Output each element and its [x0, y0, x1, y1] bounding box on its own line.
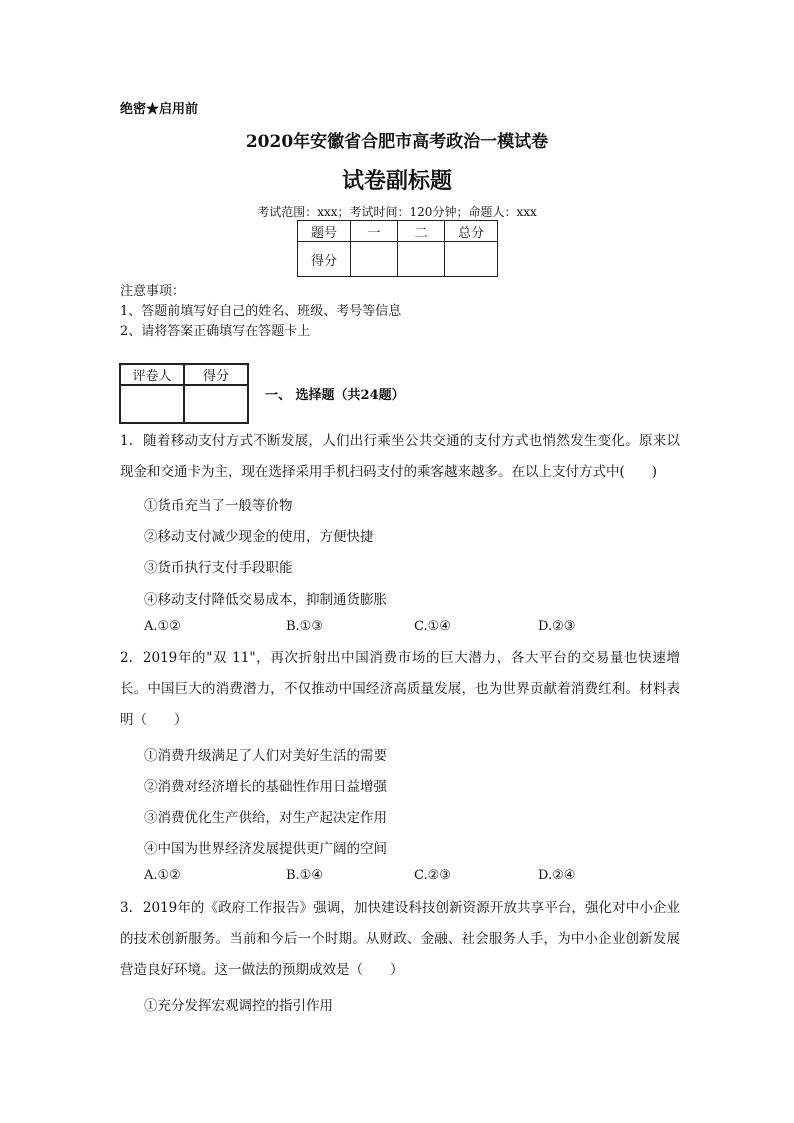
question-option: ④中国为世界经济发展提供更广阔的空间: [144, 841, 387, 857]
score-header-cell: 二: [398, 221, 445, 242]
score-table: [297, 220, 498, 277]
answer-choice: D.②③: [538, 619, 576, 634]
notes-item: 2、请将答案正确填写在答题卡上: [120, 324, 311, 339]
score-header-cell: 题号: [298, 221, 351, 242]
answer-choice: C.②③: [414, 868, 451, 883]
question-number: 2.: [120, 650, 133, 666]
grader-table: [119, 363, 249, 424]
answer-choice: C.①④: [414, 619, 451, 634]
exam-title: 2020年安徽省合肥市高考政治一模试卷: [245, 132, 549, 152]
answer-choice: A.①②: [144, 868, 181, 883]
score-cell: [445, 242, 498, 277]
notes-heading: 注意事项：: [120, 284, 186, 299]
question-option: ④移动支付降低交易成本，抑制通货膨胀: [144, 592, 387, 608]
question-option: ③消费优化生产供给，对生产起决定作用: [144, 810, 387, 826]
score-header-cell: 一: [351, 221, 398, 242]
grader-header-cell: 得分: [184, 364, 248, 385]
exam-subtitle: 试卷副标题: [341, 168, 452, 194]
score-cell: [351, 242, 398, 277]
question-option: ②移动支付减少现金的使用，方便快捷: [144, 529, 374, 545]
question-option: ②消费对经济增长的基础性作用日益增强: [144, 779, 387, 795]
question-3: [120, 893, 680, 986]
grader-cell: [120, 385, 184, 423]
question-option: ①货币充当了一般等价物: [144, 498, 293, 514]
question-option: ③货币执行支付手段职能: [144, 560, 293, 576]
score-cell: [398, 242, 445, 277]
answer-choice: D.②④: [538, 868, 576, 883]
question-2: [120, 643, 680, 736]
question-option: ①充分发挥宏观调控的指引作用: [144, 998, 333, 1014]
question-text: 2019年的《政府工作报告》强调，加快建设科技创新资源开放共享平台，强化对中小企业的技术创新服务。当前和今后一个时期。从财政、金融、社会服务人手，为中小企业创新发展营造良好环境。这一做法的预期成效是（ ）: [120, 900, 680, 978]
section-title: 一、 选择题（共24题）: [265, 388, 405, 403]
confidential-label: 绝密★启用前: [120, 102, 199, 117]
question-text: 2019年的"双 11"，再次折射出中国消费市场的巨大潜力，各大平台的交易量也快速增长。中国巨大的消费潜力，不仅推动中国经济高质量发展，也为世界贡献着消费红利。材料表明（ ）: [120, 650, 680, 728]
answer-choice: B.①③: [286, 619, 323, 634]
grader-header-cell: 评卷人: [120, 364, 184, 385]
question-text: 随着移动支付方式不断发展，人们出行乘坐公共交通的支付方式也悄然发生变化。原来以现金和交通卡为主，现在选择采用手机扫码支付的乘客越来越多。在以上支付方式中( ): [120, 433, 680, 480]
question-number: 3.: [120, 900, 133, 916]
notes: [120, 282, 401, 342]
score-row-label: 得分: [298, 242, 351, 277]
answer-choice: A.①②: [144, 619, 181, 634]
answer-choice: B.①④: [286, 868, 323, 883]
notes-item: 1、答题前填写好自己的姓名、班级、考号等信息: [120, 304, 402, 319]
grader-cell: [184, 385, 248, 423]
question-option: ①消费升级满足了人们对美好生活的需要: [144, 748, 387, 764]
question-number: 1.: [120, 433, 133, 449]
question-1: [120, 426, 680, 488]
score-header-cell: 总分: [445, 221, 498, 242]
exam-info: 考试范围：xxx；考试时间：120分钟；命题人：xxx: [257, 205, 537, 219]
